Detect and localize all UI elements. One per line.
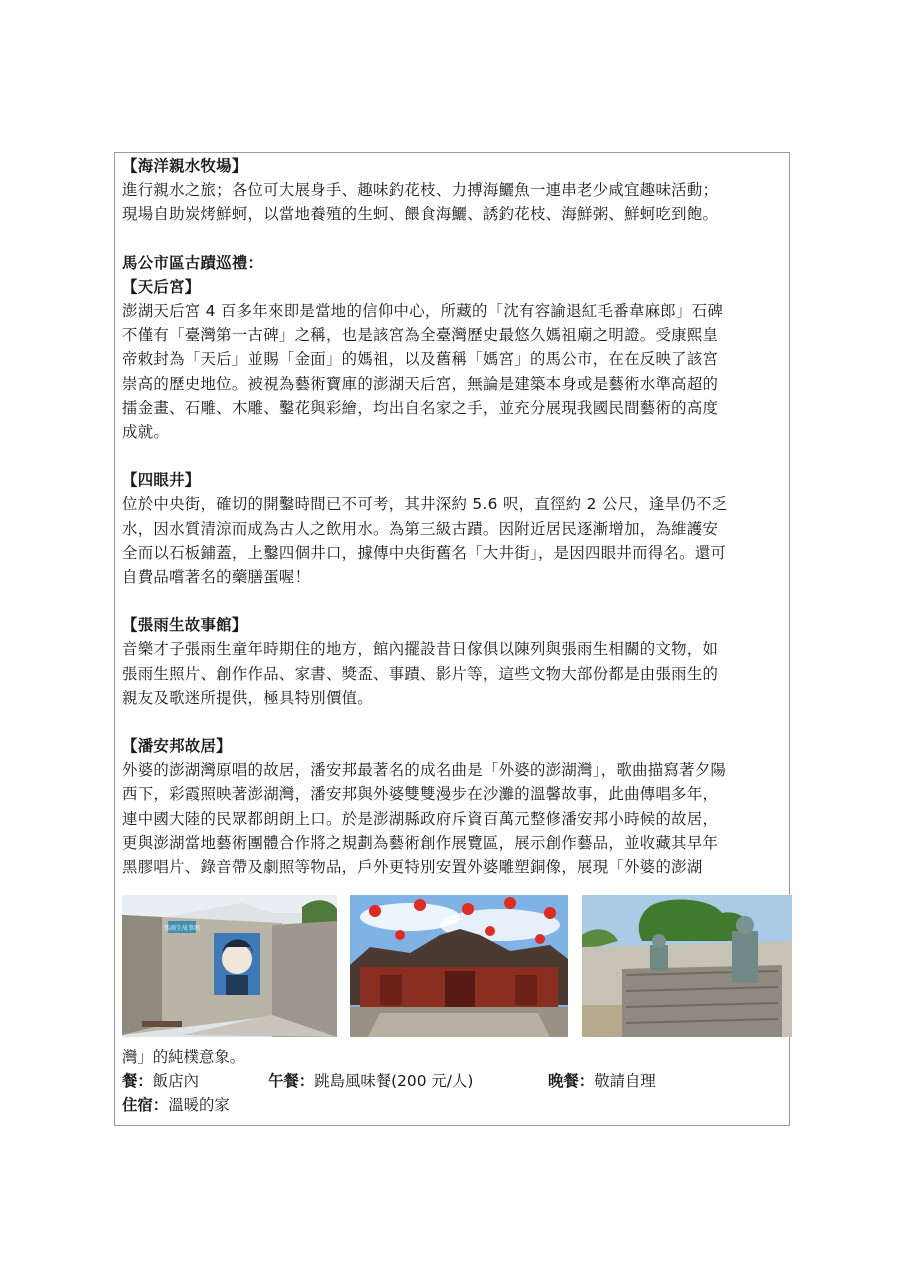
residence-continuation: 灣」的純樸意象。 bbox=[122, 1048, 246, 1066]
dinner-label: 晚餐： bbox=[548, 1072, 595, 1091]
temple-heading: 【天后宮】 bbox=[122, 277, 201, 296]
document-tail bbox=[122, 1045, 784, 1118]
residence-heading: 【潘安邦故居】 bbox=[122, 737, 232, 756]
temple-line: 不僅有「臺灣第一古碑」之稱，也是該宮為全臺灣歷史最悠久媽祖廟之明證。受康熙皇 bbox=[122, 326, 719, 345]
lodging-row bbox=[122, 1093, 784, 1117]
farm-line: 現場自助炭烤鮮蚵，以當地養殖的生蚵、餵食海鱺、誘釣花枝、海鮮粥、鮮蚵吃到飽。 bbox=[122, 205, 719, 224]
temple-line: 擂金畫、石雕、木雕、鑿花與彩繪，均出自名家之手，並充分展現我國民間藝術的高度 bbox=[122, 398, 719, 417]
storyhouse-alley-photo bbox=[122, 895, 337, 1037]
well-line: 水，因水質清涼而成為古人之飲用水。為第三級古蹟。因附近居民逐漸增加，為維護安 bbox=[122, 519, 719, 538]
lodging-label: 住宿： bbox=[122, 1096, 169, 1115]
museum-line: 音樂才子張雨生童年時期住的地方，館內擺設昔日傢俱以陳列與張雨生相關的文物，如 bbox=[122, 640, 719, 659]
statue-stone-wall-photo bbox=[582, 895, 792, 1037]
residence-line: 更與澎湖當地藝術團體合作將之規劃為藝術創作展覽區，展示創作藝品，並收藏其早年 bbox=[122, 833, 719, 852]
lodging-value: 溫暖的家 bbox=[168, 1096, 230, 1115]
temple-line: 崇高的歷史地位。被視為藝術寶庫的澎湖天后宮，無論是建築本身或是藝術水準高超的 bbox=[122, 374, 719, 393]
breakfast-value: 飯店內 bbox=[152, 1072, 199, 1091]
tour-title: 馬公市區古蹟巡禮： bbox=[122, 253, 264, 272]
museum-line: 張雨生照片、創作作品、家書、獎盃、事蹟、影片等，這些文物大部份都是由張雨生的 bbox=[122, 664, 719, 683]
lunch-value: 跳島風味餐(200 元/人) bbox=[314, 1072, 474, 1091]
farm-line: 進行親水之旅；各位可大展身手、趣味釣花枝、力搏海鱺魚一連串老少咸宜趣味活動； bbox=[122, 181, 719, 200]
well-line: 全而以石板鋪蓋，上鑿四個井口，據傳中央街舊名「大井街」，是因四眼井而得名。還可 bbox=[122, 543, 727, 562]
well-line: 位於中央街，確切的開鑿時間已不可考，其井深約 5.6 呎，直徑約 2 公尺，逢旱仍不乏 bbox=[122, 495, 728, 514]
meals-row bbox=[122, 1069, 784, 1093]
residence-line: 黑膠唱片、錄音帶及劇照等物品，戶外更特別安置外婆雕塑銅像，展現「外婆的澎湖 bbox=[122, 858, 703, 877]
residence-line: 連中國大陸的民眾都朗朗上口。於是澎湖縣政府斥資百萬元整修潘安邦小時候的故居， bbox=[122, 809, 719, 828]
museum-heading: 【張雨生故事館】 bbox=[122, 616, 248, 635]
lunch-label: 午餐： bbox=[268, 1072, 315, 1091]
farm-heading: 【海洋親水牧場】 bbox=[122, 157, 248, 175]
temple-line: 帝敕封為「天后」並賜「金面」的媽祖，以及舊稱「媽宮」的馬公市，在在反映了該宮 bbox=[122, 350, 719, 369]
museum-line: 親友及歌迷所提供，極具特別價值。 bbox=[122, 688, 374, 707]
residence-line: 西下，彩霞照映著澎湖灣，潘安邦與外婆雙雙漫步在沙灘的溫馨故事，此曲傳唱多年， bbox=[122, 785, 719, 804]
document-body bbox=[122, 154, 784, 879]
breakfast-label: 餐： bbox=[122, 1072, 153, 1091]
well-line: 自費品嚐著名的藥膳蛋喔！ bbox=[122, 568, 311, 587]
photo-strip bbox=[120, 895, 792, 1040]
temple-line: 成就。 bbox=[122, 423, 170, 442]
sign-text: 張雨生故事館 bbox=[163, 925, 201, 932]
residence-line: 外婆的澎湖灣原唱的故居，潘安邦最著名的成名曲是「外婆的澎湖灣」，歌曲描寫著夕陽 bbox=[122, 761, 727, 780]
temple-lanterns-photo bbox=[350, 895, 568, 1037]
well-heading: 【四眼井】 bbox=[122, 471, 201, 490]
temple-line: 澎湖天后宮 4 百多年來即是當地的信仰中心，所藏的「沈有容諭退紅毛番韋麻郎」石碑 bbox=[122, 302, 724, 321]
dinner-value: 敬請自理 bbox=[594, 1072, 656, 1091]
